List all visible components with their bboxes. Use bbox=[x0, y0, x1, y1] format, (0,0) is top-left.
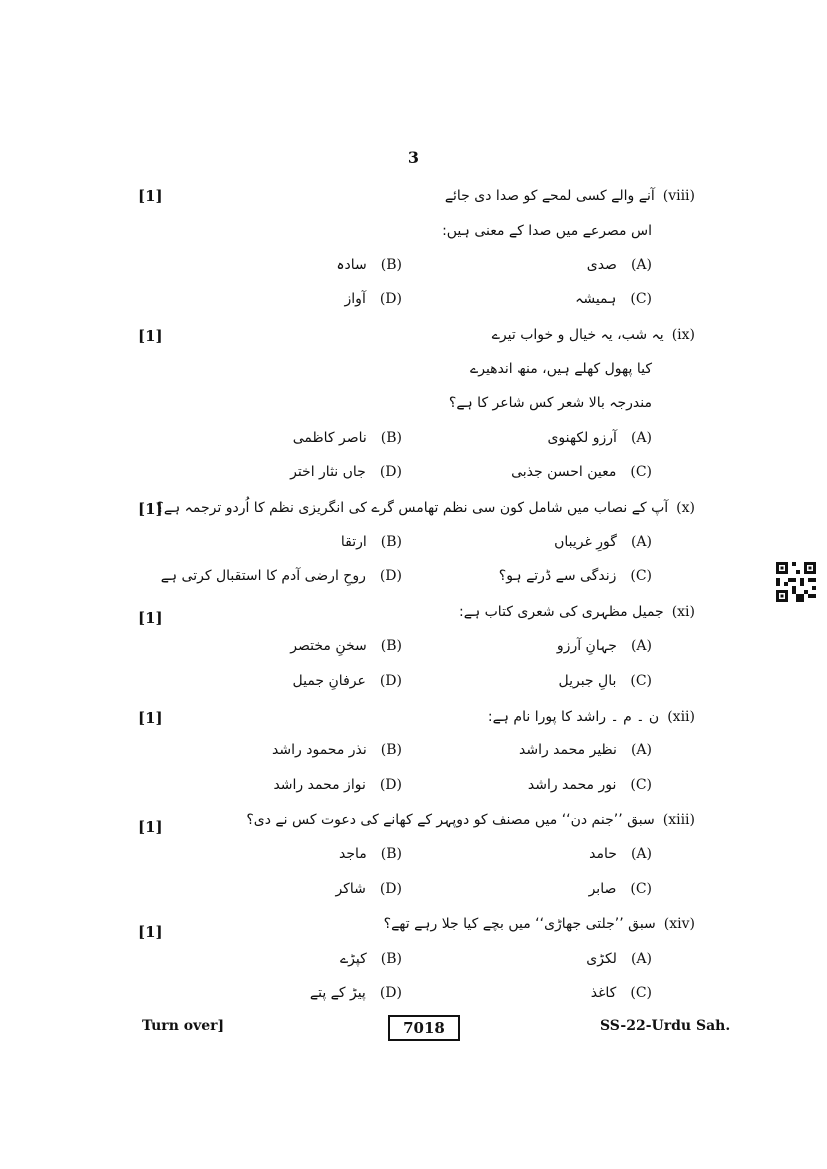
question-viii bbox=[445, 189, 695, 203]
option-label: (A) bbox=[630, 534, 652, 550]
option-label: (D) bbox=[379, 291, 402, 307]
option-c bbox=[575, 292, 652, 306]
option-label: (B) bbox=[380, 742, 402, 758]
option-label: (D) bbox=[379, 881, 402, 897]
marks: [1] bbox=[138, 818, 163, 836]
question-xiv bbox=[384, 917, 695, 931]
option-label: (C) bbox=[630, 985, 652, 1001]
option-label: (D) bbox=[379, 568, 402, 584]
option-text: بالِ جبریل bbox=[558, 673, 617, 689]
option-label: (C) bbox=[630, 673, 652, 689]
question-text: ن ۔ م ۔ راشد کا پورا نام ہے: bbox=[487, 709, 660, 725]
option-text: حامد bbox=[589, 846, 617, 862]
option-c bbox=[528, 778, 652, 792]
option-text: کپڑے bbox=[339, 951, 367, 967]
question-text: یہ شب، یہ خیال و خواب تیرے bbox=[491, 327, 664, 343]
option-text: آواز bbox=[344, 291, 366, 307]
question-text: آپ کے نصاب میں شامل کون سی نظم تھامس گرے کی انگریزی نظم کا اُردو ترجمہ ہے؟ bbox=[156, 500, 669, 516]
option-a bbox=[547, 431, 652, 445]
option-text: زندگی سے ڈرتے ہو؟ bbox=[498, 568, 617, 584]
question-xii bbox=[488, 710, 695, 724]
option-b bbox=[272, 743, 402, 757]
option-text: ہمیشہ bbox=[575, 291, 617, 307]
marks: [1] bbox=[138, 923, 163, 941]
option-a bbox=[519, 743, 652, 757]
question-number: (viii) bbox=[662, 188, 695, 204]
option-label: (D) bbox=[379, 464, 402, 480]
option-label: (B) bbox=[380, 257, 402, 273]
option-label: (A) bbox=[630, 430, 652, 446]
turn-over-label: Turn over] bbox=[142, 1018, 225, 1034]
option-b bbox=[341, 535, 402, 549]
option-text: پیڑ کے پتے bbox=[309, 985, 366, 1001]
option-b bbox=[336, 258, 402, 272]
option-text: ماجد bbox=[339, 846, 367, 862]
option-b bbox=[290, 639, 402, 653]
option-c bbox=[589, 882, 652, 896]
option-d bbox=[345, 292, 402, 306]
option-d bbox=[335, 882, 402, 896]
option-b bbox=[339, 847, 402, 861]
paper-id: SS-22-Urdu Sah. bbox=[600, 1018, 731, 1034]
option-text: عرفانِ جمیل bbox=[292, 673, 366, 689]
option-label: (B) bbox=[380, 534, 402, 550]
option-label: (C) bbox=[630, 464, 652, 480]
option-text: صدی bbox=[586, 257, 617, 273]
option-text: ناصر کاظمی bbox=[292, 430, 367, 446]
qr-code-icon bbox=[776, 562, 816, 602]
option-label: (B) bbox=[380, 638, 402, 654]
paper-code: 7018 bbox=[388, 1015, 460, 1041]
option-text: نظیر محمد راشد bbox=[519, 742, 617, 758]
option-text: جاں نثار اختر bbox=[290, 464, 366, 480]
option-a bbox=[554, 535, 652, 549]
option-a bbox=[557, 639, 652, 653]
option-label: (A) bbox=[630, 742, 652, 758]
option-text: لکڑی bbox=[586, 951, 617, 967]
option-text: شاکر bbox=[335, 881, 366, 897]
option-label: (C) bbox=[630, 568, 652, 584]
option-d bbox=[310, 986, 402, 1000]
option-c bbox=[499, 569, 652, 583]
question-xiii bbox=[246, 813, 695, 827]
question-number: (xii) bbox=[667, 709, 695, 725]
option-label: (A) bbox=[630, 638, 652, 654]
question-number: (xi) bbox=[671, 604, 695, 620]
marks: [1] bbox=[138, 500, 163, 518]
option-a bbox=[587, 258, 652, 272]
option-a bbox=[589, 847, 652, 861]
question-line: مندرجہ بالا شعر کس شاعر کا ہے؟ bbox=[448, 395, 652, 411]
question-line: کیا پھول کھلے ہیں، منھ اندھیرے bbox=[470, 361, 652, 377]
question-line: اس مصرعے میں صدا کے معنی ہیں: bbox=[442, 223, 652, 239]
option-label: (D) bbox=[379, 673, 402, 689]
option-c bbox=[591, 986, 652, 1000]
question-text: آنے والے کسی لمحے کو صدا دی جائے bbox=[444, 188, 655, 204]
option-label: (A) bbox=[630, 951, 652, 967]
option-text: نواز محمد راشد bbox=[273, 777, 366, 793]
question-number: (ix) bbox=[671, 327, 695, 343]
option-text: نور محمد راشد bbox=[527, 777, 617, 793]
option-c bbox=[511, 465, 652, 479]
option-a bbox=[586, 952, 652, 966]
marks: [1] bbox=[138, 709, 163, 727]
option-text: جہانِ آرزو bbox=[556, 638, 617, 654]
marks: [1] bbox=[138, 187, 163, 205]
option-text: نذر محمود راشد bbox=[272, 742, 367, 758]
question-ix bbox=[492, 328, 695, 342]
option-label: (A) bbox=[630, 846, 652, 862]
option-text: معین احسن جذبی bbox=[511, 464, 617, 480]
option-label: (C) bbox=[630, 291, 652, 307]
question-number: (x) bbox=[676, 500, 695, 516]
question-number: (xiv) bbox=[663, 916, 695, 932]
option-d bbox=[293, 674, 403, 688]
option-text: کاغذ bbox=[590, 985, 617, 1001]
question-xi bbox=[459, 605, 695, 619]
option-d bbox=[290, 465, 402, 479]
question-number: (xiii) bbox=[662, 812, 695, 828]
option-label: (B) bbox=[380, 951, 402, 967]
option-c bbox=[558, 674, 652, 688]
option-text: گورِ غریباں bbox=[554, 534, 617, 550]
option-label: (B) bbox=[380, 846, 402, 862]
option-label: (B) bbox=[380, 430, 402, 446]
option-label: (A) bbox=[630, 257, 652, 273]
option-label: (C) bbox=[630, 777, 652, 793]
question-x bbox=[156, 501, 695, 515]
question-text: سبق ’’جنم دن‘‘ میں مصنف کو دوپہر کے کھانے کی دعوت کس نے دی؟ bbox=[246, 812, 655, 828]
option-d bbox=[273, 778, 402, 792]
option-b bbox=[340, 952, 402, 966]
page-number: 3 bbox=[407, 148, 420, 167]
option-text: روحِ ارضی آدم کا استقبال کرتی ہے bbox=[160, 568, 366, 584]
option-label: (C) bbox=[630, 881, 652, 897]
option-b bbox=[293, 431, 402, 445]
option-label: (D) bbox=[379, 777, 402, 793]
option-text: سادہ bbox=[336, 257, 367, 273]
option-text: آرزو لکھنوی bbox=[547, 430, 617, 446]
option-text: ارتقا bbox=[340, 534, 367, 550]
question-text: سبق ’’جلتی جھاڑی‘‘ میں بچے کیا جلا رہے تھے؟ bbox=[383, 916, 656, 932]
option-text: صابر bbox=[588, 881, 617, 897]
question-text: جمیل مظہری کی شعری کتاب ہے: bbox=[459, 604, 664, 620]
option-label: (D) bbox=[379, 985, 402, 1001]
option-text: سخنِ مختصر bbox=[290, 638, 367, 654]
option-d bbox=[161, 569, 402, 583]
marks: [1] bbox=[138, 327, 163, 345]
marks: [1] bbox=[138, 609, 163, 627]
